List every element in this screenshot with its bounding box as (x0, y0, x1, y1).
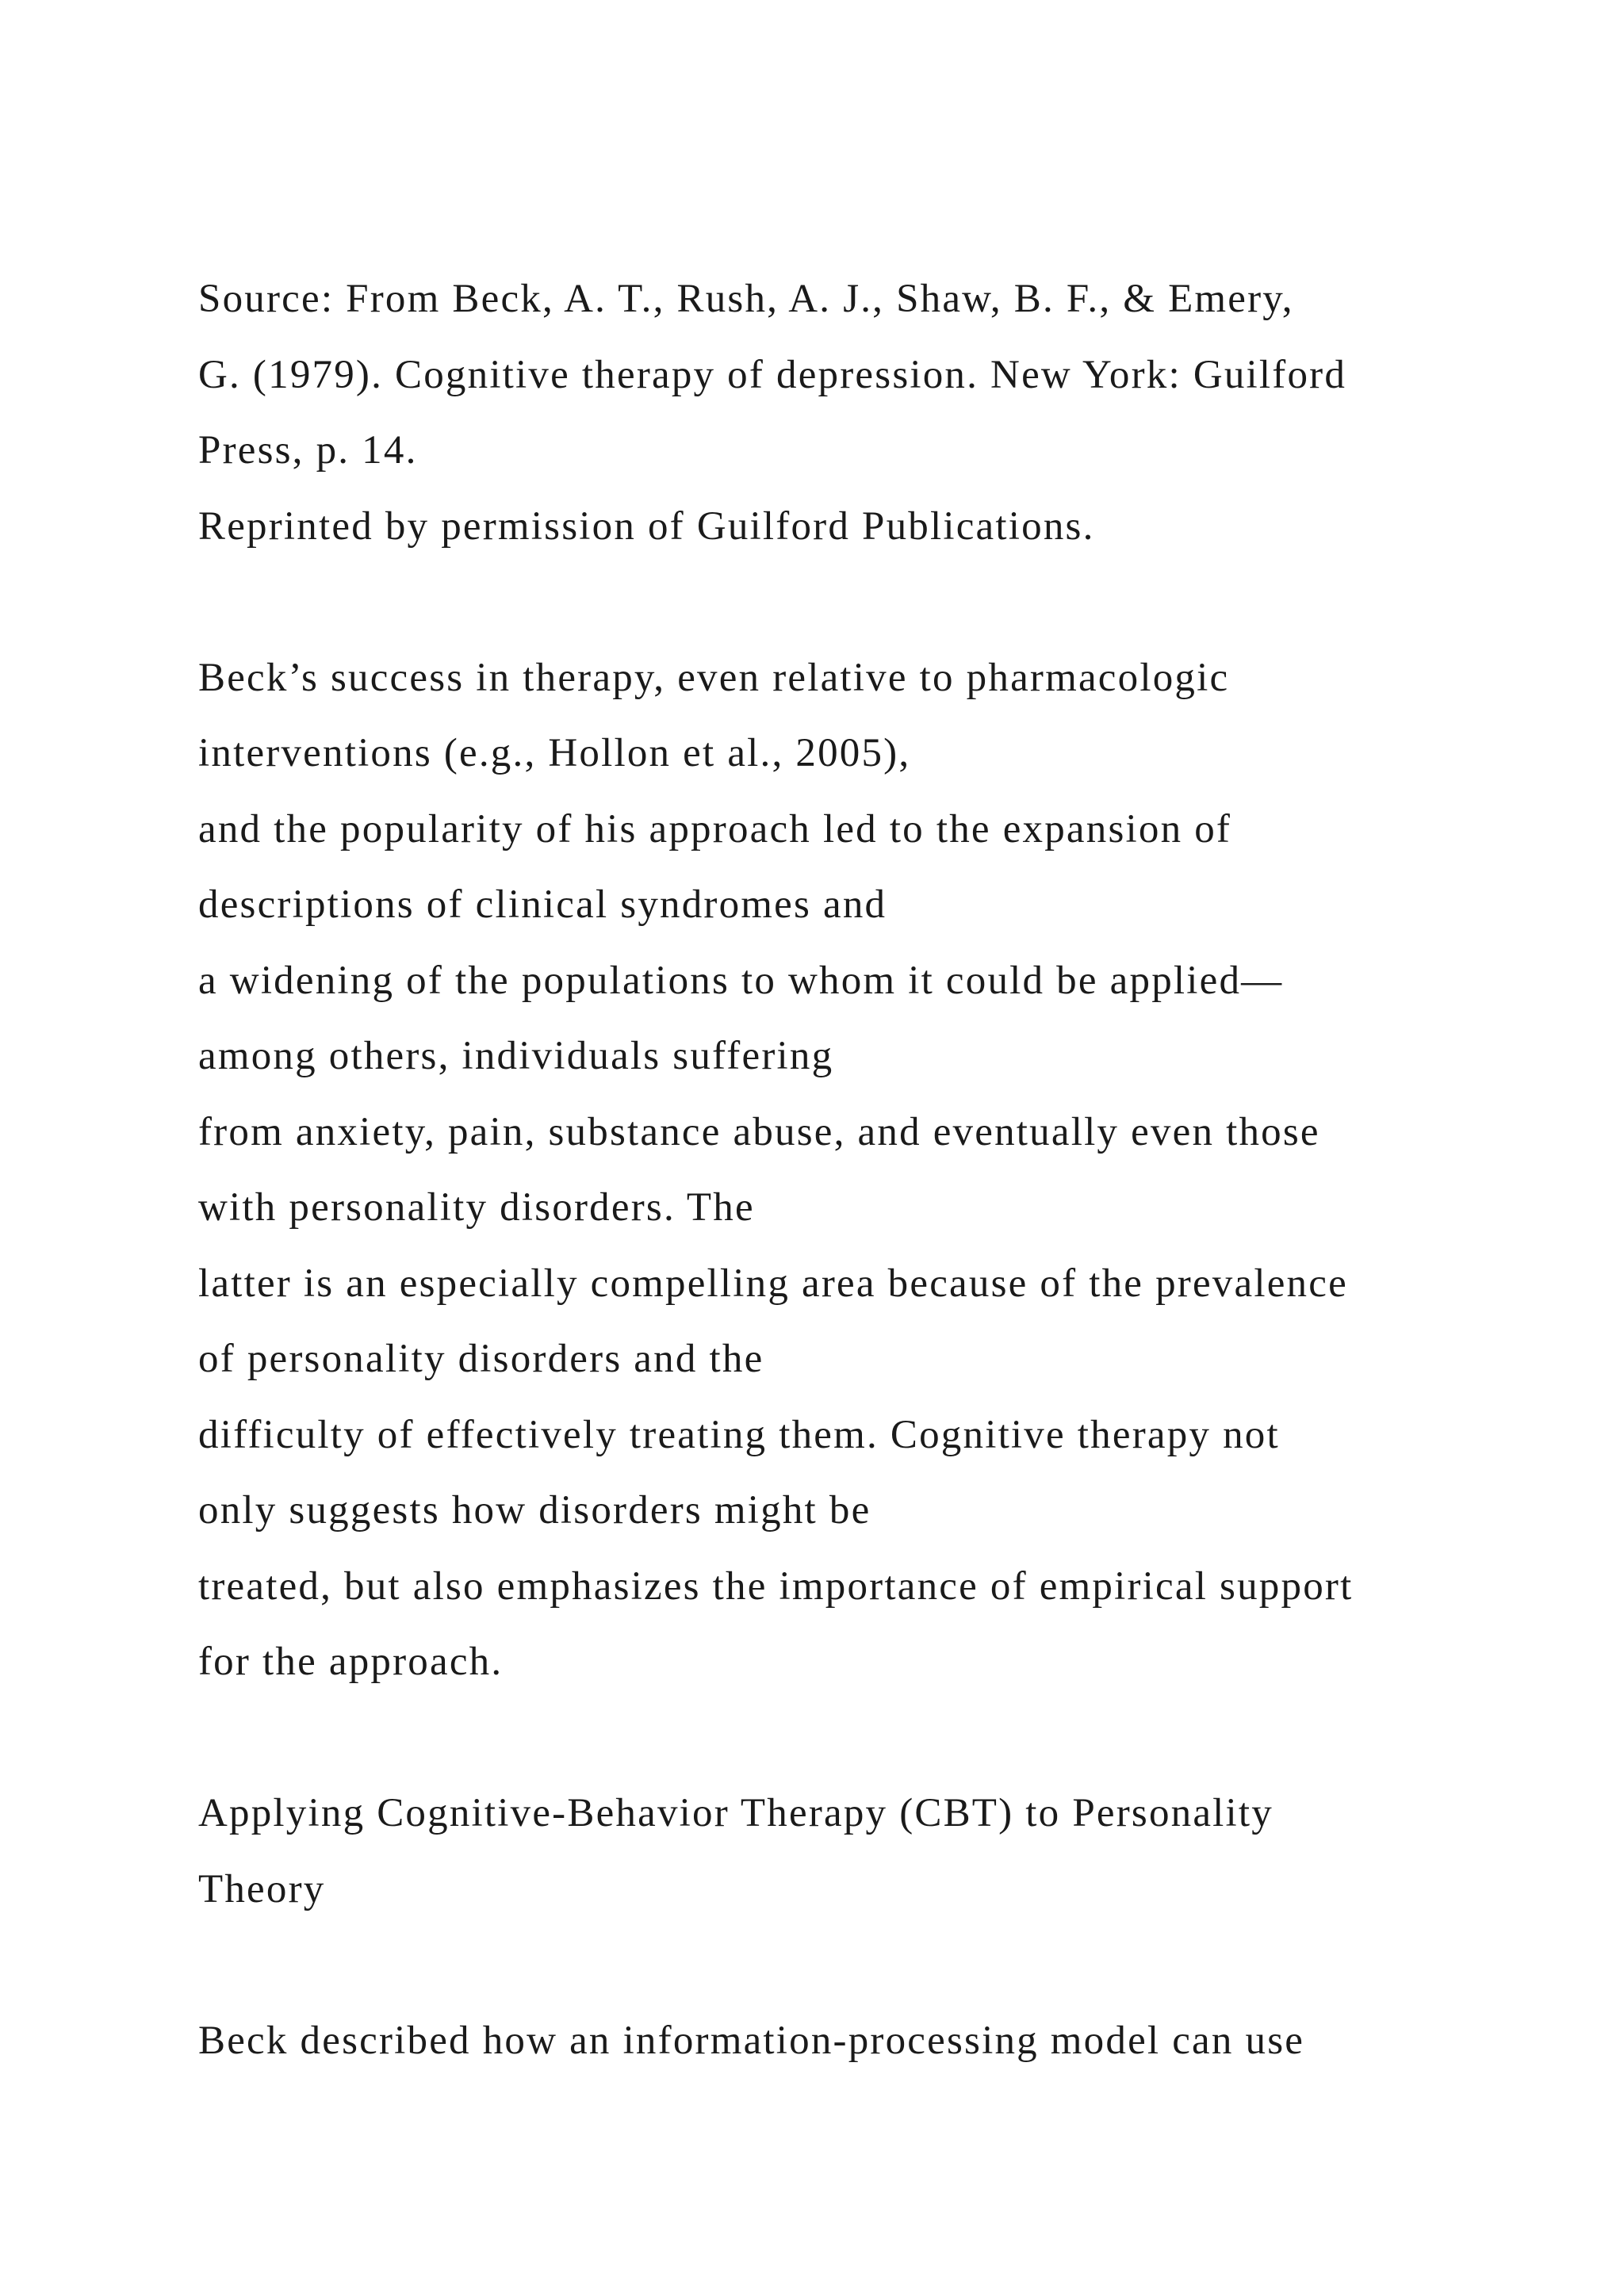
citation-line: Press, p. 14. (198, 428, 418, 473)
paragraph-line: of personality disorders and the (198, 1337, 764, 1381)
paragraph-gap (198, 564, 1546, 641)
paragraph-1 (198, 641, 1546, 1701)
paragraph-2 (198, 2003, 1546, 2080)
heading-line: Theory (198, 1866, 326, 1911)
paragraph-line: with personality disorders. The (198, 1185, 755, 1230)
paragraph-line: descriptions of clinical syndromes and (198, 882, 887, 927)
paragraph-line: for the approach. (198, 1640, 504, 1684)
section-heading (198, 1776, 1546, 1927)
paragraph-line: interventions (e.g., Hollon et al., 2005), (198, 731, 911, 775)
citation-block (198, 262, 1546, 564)
paragraph-line: Beck described how an information-processing model can use (198, 2018, 1305, 2063)
paragraph-line: Beck’s success in therapy, even relative to pharmacologic (198, 655, 1230, 700)
citation-line: G. (1979). Cognitive therapy of depression. New York: Guilford (198, 352, 1347, 397)
citation-line: Source: From Beck, A. T., Rush, A. J., Shaw, B. F., & Emery, (198, 277, 1294, 321)
document-body (198, 262, 1546, 2079)
permission-line: Reprinted by permission of Guilford Publications. (198, 503, 1095, 549)
paragraph-line: a widening of the populations to whom it could be applied— (198, 958, 1284, 1003)
paragraph-line: from anxiety, pain, substance abuse, and eventually even those (198, 1109, 1320, 1154)
paragraph-line: only suggests how disorders might be (198, 1488, 871, 1533)
paragraph-line: treated, but also emphasizes the importance of empirical support (198, 1563, 1354, 1609)
heading-line: Applying Cognitive-Behavior Therapy (CBT) to Personality (198, 1791, 1274, 1835)
paragraph-line: and the popularity of his approach led to the expansion of (198, 806, 1232, 851)
paragraph-line: among others, individuals suffering (198, 1034, 834, 1078)
paragraph-line: latter is an especially compelling area because of the prevalence (198, 1261, 1348, 1306)
paragraph-gap (198, 1927, 1546, 2003)
paragraph-line: difficulty of effectively treating them. Cognitive therapy not (198, 1412, 1280, 1457)
paragraph-gap (198, 1701, 1546, 1777)
